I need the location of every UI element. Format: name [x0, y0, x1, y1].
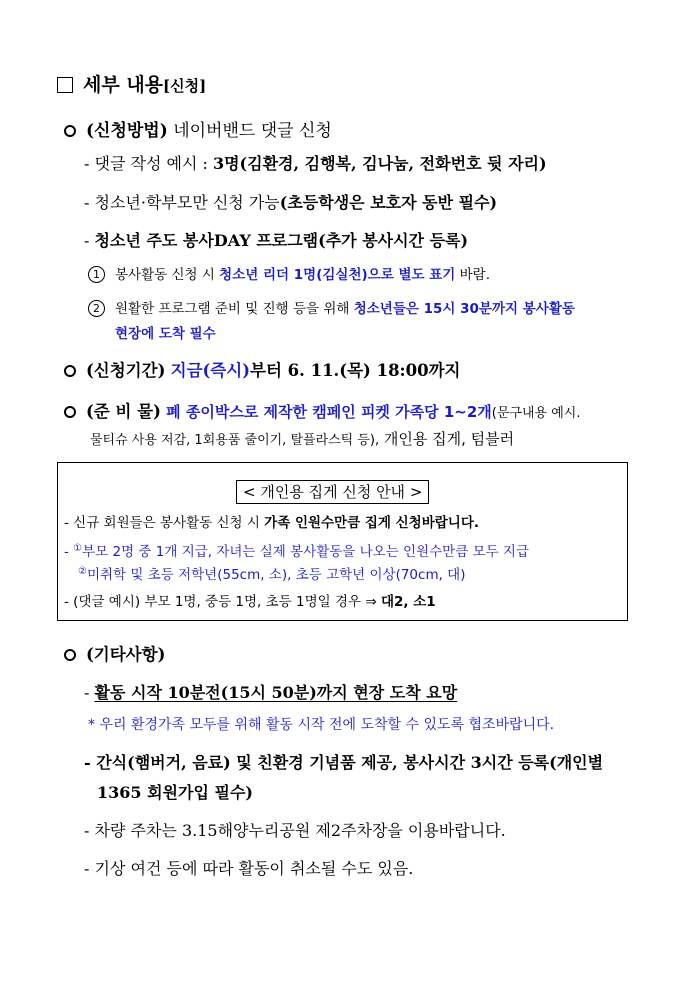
square-bullet-icon — [57, 77, 73, 93]
method-sub-1: 1 봉사활동 신청 시 청소년 리더 1명(김실천)으로 별도 표기 바람. — [88, 263, 490, 283]
etc-item-1-note: * 우리 환경가족 모두를 위해 활동 시작 전에 도착할 수 있도록 협조바랍니다. — [88, 717, 555, 733]
circled-number-icon: 1 — [88, 266, 105, 283]
prep-line: (준 비 물) 폐 종이박스로 제작한 캠페인 피켓 가족당 1~2개(문구내용 예시. — [64, 398, 580, 422]
circle-bullet-icon — [64, 649, 76, 661]
etc-item-2: - 간식(햄버거, 음료) 및 친환경 기념품 제공, 봉사시간 3시간 등록(개인별 — [84, 753, 604, 772]
etc-item-1: - 활동 시작 10분전(15시 50분)까지 현장 도착 요망 — [84, 683, 458, 702]
method-sub-2-cont: 현장에 도착 필수 — [115, 326, 216, 342]
notice-line-1: - 신규 회원들은 봉사활동 신청 시 가족 인원수만큼 집게 신청바랍니다. — [64, 515, 479, 531]
etc-item-3: - 차량 주차는 3.15해양누리공원 제2주차장을 이용바랍니다. — [84, 821, 506, 840]
method-sub-2: 2 원활한 프로그램 준비 및 진행 등을 위해 청소년들은 15시 30분까지 봉사활동 — [88, 297, 575, 317]
method-item-3: - 청소년 주도 봉사DAY 프로그램(추가 봉사시간 등록) — [84, 231, 469, 250]
prep-line-2: 물티슈 사용 저감, 1회용품 줄이기, 탈플라스틱 등), 개인용 집게, 텀블러 — [90, 430, 515, 448]
period-line: (신청기간) 지금(즉시)부터 6. 11.(목) 18:00까지 — [64, 357, 461, 381]
circle-bullet-icon — [64, 365, 76, 377]
method-item-1: - 댓글 작성 예시 : 3명(김환경, 김행복, 김나눔, 전화번호 뒷 자리) — [84, 154, 547, 173]
notice-line-3: ②미취학 및 초등 저학년(55cm, 소), 초등 고학년 이상(70cm, 대) — [78, 566, 466, 583]
etc-item-4: - 기상 여건 등에 따라 활동이 취소될 수도 있음. — [84, 859, 414, 878]
section-title: 세부 내용[신청] — [57, 70, 206, 97]
notice-box-title: < 개인용 집게 신청 안내 > — [236, 480, 429, 504]
etc-item-2-cont: 1365 회원가입 필수) — [97, 783, 253, 802]
circle-bullet-icon — [64, 125, 76, 137]
notice-line-2: - ①부모 2명 중 1개 지급, 자녀는 실제 봉사활동을 나오는 인원수만큼 모두 지급 — [64, 543, 530, 560]
notice-line-4: - (댓글 예시) 부모 1명, 중등 1명, 초등 1명일 경우 ⇒ 대2, 소1 — [64, 594, 436, 610]
circled-number-icon: 2 — [88, 300, 105, 317]
method-heading: (신청방법) 네이버밴드 댓글 신청 — [64, 116, 332, 141]
etc-heading: (기타사항) — [64, 641, 165, 665]
circle-bullet-icon — [64, 406, 76, 418]
method-item-2: - 청소년·학부모만 신청 가능(초등학생은 보호자 동반 필수) — [84, 193, 498, 212]
